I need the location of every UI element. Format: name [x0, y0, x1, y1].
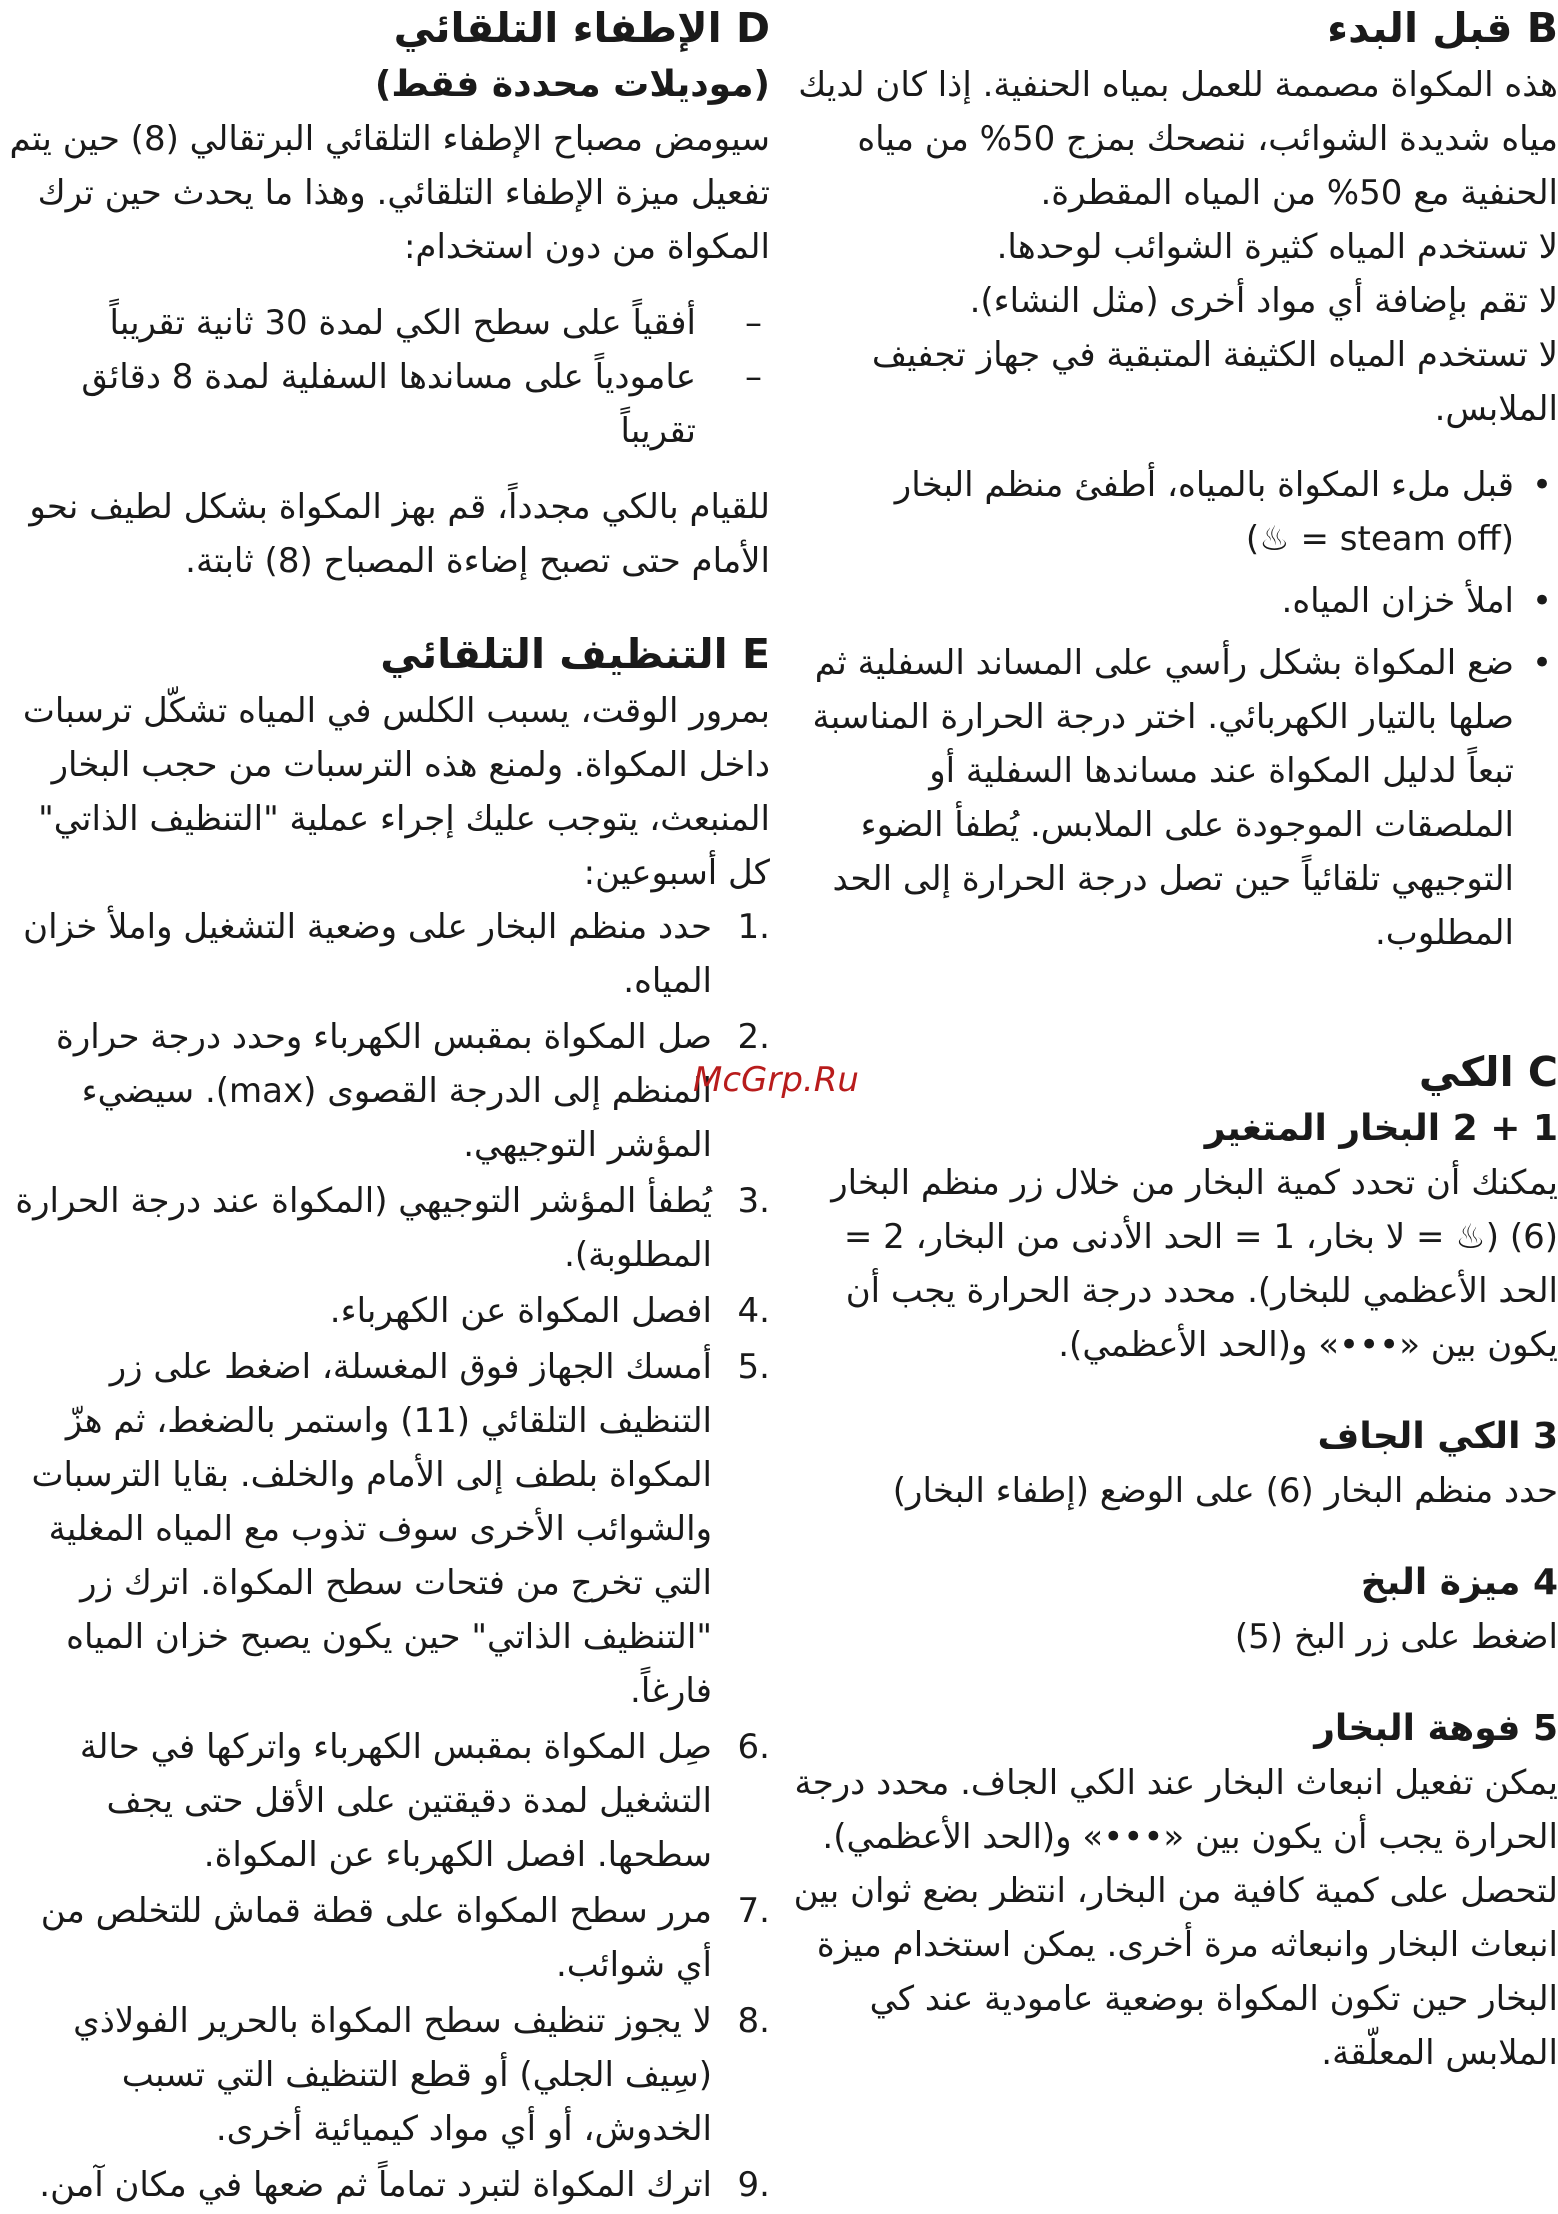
step-number: 6.: [737, 1727, 770, 1767]
step-number: 7.: [737, 1891, 770, 1931]
step-item: [0, 1340, 770, 1718]
section-b-warning: لا تستخدم المياه كثيرة الشوائب لوحدها.: [996, 227, 1558, 267]
section-b-warning: لا تستخدم المياه الكثيفة المتبقية في جهاز تجفيف الملابس.: [871, 335, 1558, 429]
step-item: [0, 2158, 770, 2212]
step-text: يُطفأ المؤشر التوجيهي (المكواة عند درجة الحرارة المطلوبة).: [15, 1181, 712, 1275]
step-text: افصل المكواة عن الكهرباء.: [329, 1291, 712, 1331]
step-item: [0, 1284, 770, 1338]
section-d-heading: [0, 0, 770, 56]
section-d-dash-list: [0, 296, 770, 458]
step-number: 8.: [737, 2001, 770, 2041]
section-b-heading: [788, 0, 1558, 56]
section-e-letter: E: [741, 630, 770, 678]
step-number: 3.: [737, 1181, 770, 1221]
step-text: لا يجوز تنظيف سطح المكواة بالحرير الفولاذي (سِيف الجلي) أو قطع التنظيف التي تسبب الخدوش، أو أي مواد كيميائية أخرى.: [73, 2001, 712, 2149]
step-text: حدد منظم البخار على وضعية التشغيل واملأ خزان المياه.: [23, 907, 712, 1001]
section-d-letter: D: [735, 4, 770, 52]
section-c-heading: [788, 1044, 1558, 1100]
step-item: [0, 1010, 770, 1172]
step-text: مرر سطح المكواة على قطة قماش للتخلص من أي شوائب.: [40, 1891, 712, 1985]
step-number: 9.: [737, 2165, 770, 2205]
section-d-subtitle: (موديلات محددة فقط): [374, 64, 770, 105]
section-d-closing: للقيام بالكي مجدداً، قم بهز المكواة بشكل لطيف نحو الأمام حتى تصبح إضاءة المصباح (8) ثابتة.: [29, 487, 770, 581]
left-column: [0, 0, 770, 2214]
step-item: [0, 900, 770, 1008]
dash-item: – عامودياً على مساندها السفلية لمدة 8 دقائق تقريباً: [0, 350, 770, 458]
section-b-warning: لا تقم بإضافة أي مواد أخرى (مثل النشاء).: [969, 281, 1558, 321]
step-item: [0, 1720, 770, 1882]
step-text: صل المكواة بمقبس الكهرباء وحدد درجة حرارة المنظم إلى الدرجة القصوى (max). سيضيء المؤشر التوجيهي.: [56, 1017, 712, 1165]
section-b-bullets: [788, 458, 1558, 960]
step-item: [0, 1884, 770, 1992]
section-b-title: قبل البدء: [1327, 4, 1513, 52]
step-text: أمسك الجهاز فوق المغسلة، اضغط على زر التنظيف التلقائي (11) واستمر بالضغط، ثم هزّ المكواة بلطف إلى الأمام والخلف. بقايا الترسبات والشوائب الأخرى سوف تذوب مع المياه المغلية التي تخرج من فتحات سطح المكواة. اترك زر "التنظيف الذاتي" حين يكون يصبح خزان المياه فارغاً.: [31, 1347, 712, 1711]
step-number: 4.: [737, 1291, 770, 1331]
step-number: 5.: [737, 1347, 770, 1387]
section-e-steps: [0, 900, 770, 2212]
bullet-item: • املأ خزان المياه.: [788, 574, 1558, 628]
subsection-3-text: حدد منظم البخار (6) على الوضع (إطفاء البخار): [892, 1471, 1558, 1511]
section-e-intro: بمرور الوقت، يسبب الكلس في المياه تشكّل ترسبات داخل المكواة. ولمنع هذه الترسبات من حجب البخار المنبعث، يتوجب عليك إجراء عملية "التنظيف الذاتي" كل أسبوعين:: [22, 691, 770, 893]
right-column: [788, 0, 1558, 2080]
step-item: [0, 1994, 770, 2156]
bullet-item: • قبل ملء المكواة بالمياه، أطفئ منظم البخار (steam off = ♨): [788, 458, 1558, 566]
section-b-letter: B: [1526, 4, 1558, 52]
step-text: صِل المكواة بمقبس الكهرباء واتركها في حالة التشغيل لمدة دقيقتين على الأقل حتى يجف سطحها. افصل الكهرباء عن المكواة.: [79, 1727, 712, 1875]
subsection-5-text: يمكن تفعيل انبعاث البخار عند الكي الجاف. محدد درجة الحرارة يجب أن يكون بين «•••» و(الحد الأعظمي). لتحصل على كمية كافية من البخار، انتظر بضع ثوان بين انبعاث البخار وانبعاثه مرة أخرى. يمكن استخدام ميزة البخار حين تكون المكواة بوضعية عامودية عند كي الملابس المعلّقة.: [793, 1763, 1558, 2073]
section-d-paragraph: سيومض مصباح الإطفاء التلقائي البرتقالي (8) حين يتم تفعيل ميزة الإطفاء التلقائي. وهذا ما يحدث حين ترك المكواة من دون استخدام:: [9, 119, 770, 267]
subsection-1-2-title: 1 + 2 البخار المتغير: [1204, 1108, 1558, 1149]
step-item: [0, 1174, 770, 1282]
dash-item: – أفقياً على سطح الكي لمدة 30 ثانية تقريباً: [0, 296, 770, 350]
step-number: 1.: [737, 907, 770, 947]
section-e-heading: [0, 626, 770, 682]
section-e-title: التنظيف التلقائي: [380, 630, 728, 678]
subsection-1-2-text: يمكنك أن تحدد كمية البخار من خلال زر منظم البخار (6) (♨ = لا بخار، 1 = الحد الأدنى من البخار، 2 = الحد الأعظمي للبخار). محدد درجة الحرارة يجب أن يكون بين «•••» و(الحد الأعظمي).: [831, 1163, 1558, 1365]
bullet-item: • ضع المكواة بشكل رأسي على المساند السفلية ثم صلها بالتيار الكهربائي. اختر درجة الحرارة المناسبة تبعاً لدليل المكواة عند مساندها السفلية أو الملصقات الموجودة على الملابس. يُطفأ الضوء التوجيهي تلقائياً حين تصل درجة الحرارة إلى الحد المطلوب.: [788, 636, 1558, 960]
subsection-5-title: 5 فوهة البخار: [1314, 1708, 1558, 1749]
section-c-letter: C: [1527, 1048, 1558, 1096]
section-c-title: الكي: [1418, 1048, 1514, 1096]
subsection-4-title: 4 ميزة البخ: [1360, 1562, 1558, 1603]
subsection-3-title: 3 الكي الجاف: [1317, 1416, 1558, 1457]
section-b-paragraph: هذه المكواة مصممة للعمل بمياه الحنفية. إذا كان لديك مياه شديدة الشوائب، ننصحك بمزج 50% من مياه الحنفية مع 50% من المياه المقطرة.: [798, 65, 1558, 213]
section-d-title: الإطفاء التلقائي: [393, 4, 722, 52]
step-number: 2.: [737, 1017, 770, 1057]
step-text: اترك المكواة لتبرد تماماً ثم ضعها في مكان آمن.: [39, 2165, 712, 2205]
watermark: McGrp.Ru: [693, 1060, 859, 1100]
subsection-4-text: اضغط على زر البخ (5): [1234, 1617, 1558, 1657]
